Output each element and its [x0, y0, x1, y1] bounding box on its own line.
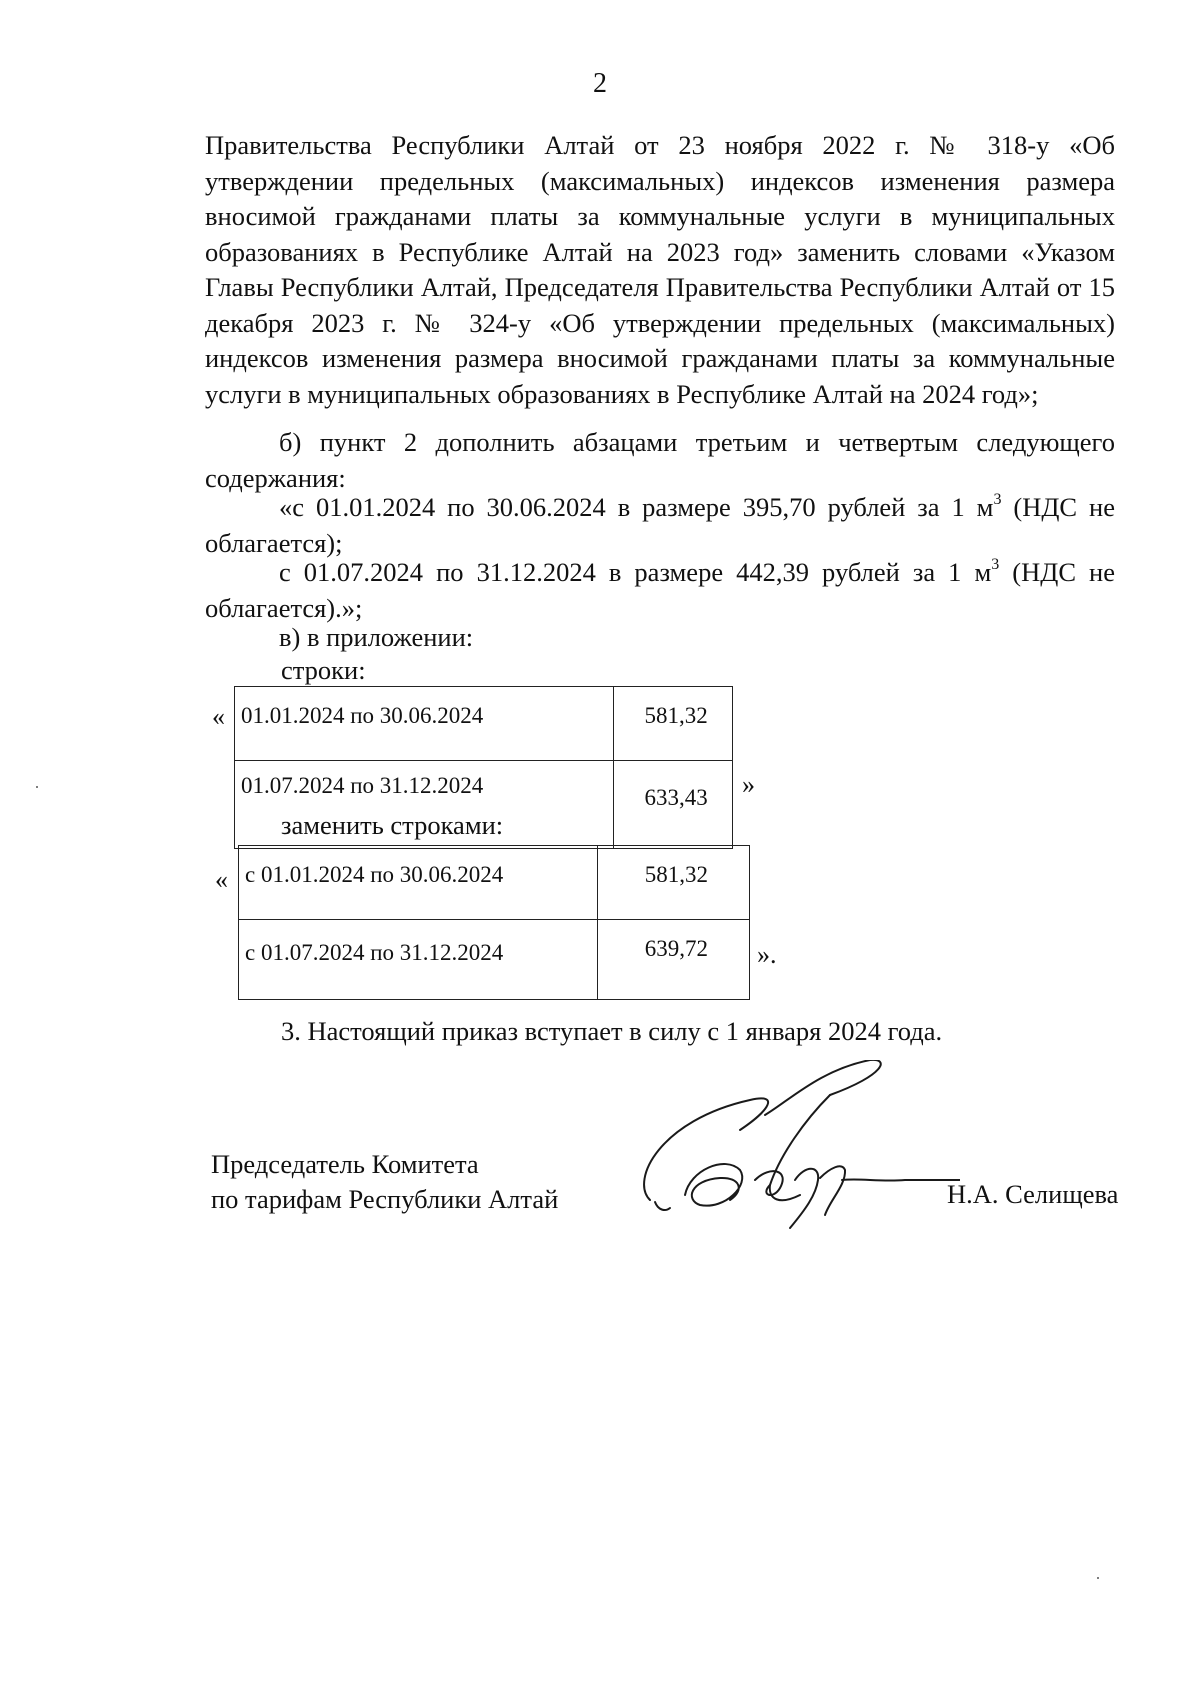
- signer-title-line-1: Председатель Комитета: [211, 1149, 479, 1179]
- quote-1-tail: (НДС не облагается);: [205, 492, 1115, 558]
- quote-1-text: «с 01.01.2024 по 30.06.2024 в размере 395,70 рублей за 1 м: [279, 492, 994, 522]
- paragraph-quote-1: [205, 490, 1115, 561]
- paragraph-item-b: б) пункт 2 дополнить абзацами третьим и четвертым следующего содержания:: [205, 427, 1115, 493]
- new-rows-table: [238, 845, 750, 1000]
- value-cell: 581,32: [597, 846, 749, 920]
- value-cell: 581,32: [614, 687, 733, 761]
- value-cell: 639,72: [597, 920, 749, 1000]
- quote-1-superscript: 3: [993, 491, 1002, 509]
- table-row: [239, 920, 750, 1000]
- period-cell: с 01.07.2024 по 31.12.2024: [239, 920, 598, 1000]
- page-number: 2: [593, 68, 607, 99]
- signer-title-line-2: по тарифам Республики Алтай: [211, 1184, 559, 1214]
- paragraph-continuation: Правительства Республики Алтай от 23 ноября 2022 г. № 318-у «Об утверждении предельных (максимальных) индексов изменения размера вносимой гражданами платы за коммунальные услуги в муниципальных образованиях в Республике Алтай на 2023 год» заменить словами «Указом Главы Республики Алтай, Председателя Правительства Республики Алтай от 15 декабря 2023 г. № 324-у «Об утверждении предельных (максимальных) индексов изменения размера вносимой гражданами платы за коммунальные услуги в муниципальных образованиях в Республике Алтай на 2024 год»;: [205, 130, 1115, 409]
- new-rows-close-quote: ».: [757, 940, 777, 969]
- quote-2-tail: (НДС не облагается).»;: [205, 557, 1115, 623]
- old-rows-open-quote: «: [212, 702, 225, 731]
- paragraph-point-3: 3. Настоящий приказ вступает в силу с 1 января 2024 года.: [281, 1016, 943, 1046]
- period-cell: 01.01.2024 по 30.06.2024: [235, 687, 614, 761]
- table-row: [239, 846, 750, 920]
- new-rows-open-quote: «: [215, 865, 228, 894]
- handwritten-signature: [630, 1060, 960, 1240]
- quote-2-text: с 01.07.2024 по 31.12.2024 в размере 442,39 рублей за 1 м: [279, 557, 992, 587]
- scan-speck: [1097, 1577, 1099, 1579]
- old-rows-close-quote: »: [742, 770, 755, 799]
- paragraph-quote-2: [205, 555, 1115, 626]
- table-row: [235, 687, 733, 761]
- signer-title: [211, 1147, 558, 1217]
- quote-2-superscript: 3: [991, 556, 1000, 574]
- rows-label: строки:: [281, 655, 366, 685]
- period-cell: 01.07.2024 по 31.12.2024: [235, 761, 614, 849]
- paragraph-item-v: в) в приложении:: [279, 622, 474, 652]
- scan-speck: [36, 786, 38, 788]
- value-cell: 633,43: [614, 761, 733, 849]
- period-cell: с 01.01.2024 по 30.06.2024: [239, 846, 598, 920]
- signer-name: Н.А. Селищева: [947, 1179, 1119, 1209]
- replace-label: заменить строками:: [281, 810, 504, 840]
